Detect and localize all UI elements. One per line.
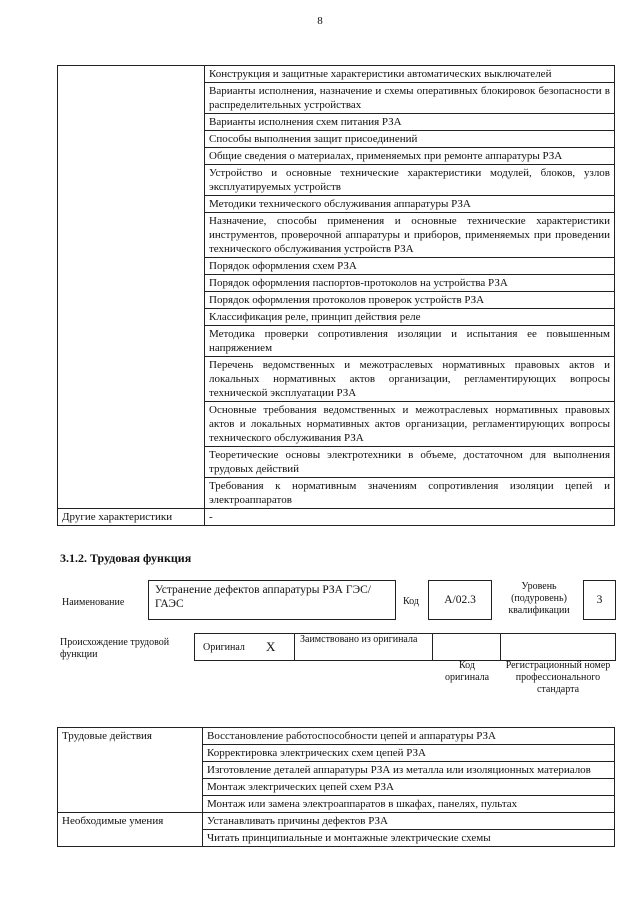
section-heading: 3.1.2. Трудовая функция bbox=[60, 551, 192, 565]
knowledge-item: Устройство и основные технические характеристики модулей, блоков, узлов эксплуатируемых устройств bbox=[205, 165, 615, 196]
reg-number-caption: Регистрационный номер профессионального стандарта bbox=[505, 660, 611, 695]
table-row bbox=[58, 66, 615, 83]
labor-action-item: Корректировка электрических схем цепей РЗА bbox=[203, 745, 615, 762]
code-original-caption: Код оригинала bbox=[444, 660, 490, 683]
name-label: Наименование bbox=[62, 597, 125, 608]
knowledge-item: Теоретические основы электротехники в объеме, достаточном для выполнения трудовых действий bbox=[205, 447, 615, 478]
original-mark: X bbox=[266, 639, 276, 654]
table-row bbox=[58, 728, 615, 745]
knowledge-item: Варианты исполнения, назначение и схемы оперативных блокировок безопасности в распределительных устройствах bbox=[205, 83, 615, 114]
original-label: Оригинал bbox=[203, 642, 245, 653]
origin-divider bbox=[432, 633, 433, 660]
knowledge-item: Требования к нормативным значениям сопротивления изоляции цепей и электроаппаратов bbox=[205, 478, 615, 509]
knowledge-label-cell bbox=[58, 66, 205, 509]
level-value: 3 bbox=[596, 594, 603, 606]
knowledge-item: Варианты исполнения схем питания РЗА bbox=[205, 114, 615, 131]
knowledge-item: Порядок оформления схем РЗА bbox=[205, 258, 615, 275]
table-row bbox=[58, 813, 615, 830]
labor-action-item: Монтаж или замена электроаппаратов в шкафах, панелях, пультах bbox=[203, 796, 615, 813]
labor-actions-label: Трудовые действия bbox=[58, 728, 203, 813]
function-name-value: Устранение дефектов аппаратуры РЗА ГЭС/ГАЭС bbox=[155, 584, 371, 610]
knowledge-item: Основные требования ведомственных и межотраслевых нормативных правовых актов и локальных нормативных актов организации, регламентирующих вопросы технического обслуживания РЗА bbox=[205, 402, 615, 447]
name-box bbox=[148, 580, 396, 620]
knowledge-item: Порядок оформления протоколов проверок устройств РЗА bbox=[205, 292, 615, 309]
code-value: A/02.3 bbox=[444, 594, 476, 606]
labor-action-item: Восстановление работоспособности цепей и аппаратуры РЗА bbox=[203, 728, 615, 745]
knowledge-table bbox=[57, 65, 615, 526]
code-label: Код bbox=[403, 596, 419, 607]
code-box bbox=[428, 580, 492, 620]
knowledge-item: Способы выполнения защит присоединений bbox=[205, 131, 615, 148]
origin-label: Происхождение трудовой функции bbox=[60, 637, 170, 660]
origin-divider bbox=[294, 633, 295, 660]
required-skills-label: Необходимые умения bbox=[58, 813, 203, 847]
other-characteristics-value: - bbox=[205, 509, 615, 526]
skill-item: Устанавливать причины дефектов РЗА bbox=[203, 813, 615, 830]
labor-action-item: Монтаж электрических цепей схем РЗА bbox=[203, 779, 615, 796]
labor-action-item: Изготовление деталей аппаратуры РЗА из металла или изоляционных материалов bbox=[203, 762, 615, 779]
knowledge-item: Методики технического обслуживания аппаратуры РЗА bbox=[205, 196, 615, 213]
origin-divider bbox=[500, 633, 501, 660]
knowledge-item: Общие сведения о материалах, применяемых при ремонте аппаратуры РЗА bbox=[205, 148, 615, 165]
knowledge-item: Порядок оформления паспортов-протоколов на устройства РЗА bbox=[205, 275, 615, 292]
level-label: Уровень (подуровень) квалификации bbox=[508, 581, 570, 616]
knowledge-item: Назначение, способы применения и основные технические характеристики инструментов, проверочной аппаратуры и приборов, применяемых при проведении технического обслуживания устройств РЗА bbox=[205, 213, 615, 258]
knowledge-item: Конструкция и защитные характеристики автоматических выключателей bbox=[205, 66, 615, 83]
actions-table bbox=[57, 727, 615, 847]
level-box bbox=[583, 580, 616, 620]
table-row bbox=[58, 509, 615, 526]
knowledge-item: Классификация реле, принцип действия реле bbox=[205, 309, 615, 326]
skill-item: Читать принципиальные и монтажные электрические схемы bbox=[203, 830, 615, 847]
knowledge-item: Методика проверки сопротивления изоляции и испытания ее повышенным напряжением bbox=[205, 326, 615, 357]
other-characteristics-label: Другие характеристики bbox=[58, 509, 205, 526]
knowledge-item: Перечень ведомственных и межотраслевых нормативных правовых актов и локальных нормативных актов организации, регламентирующих вопросы технической эксплуатации РЗА bbox=[205, 357, 615, 402]
borrowed-label: Заимствовано из оригинала bbox=[300, 634, 418, 645]
page-number: 8 bbox=[317, 15, 323, 27]
